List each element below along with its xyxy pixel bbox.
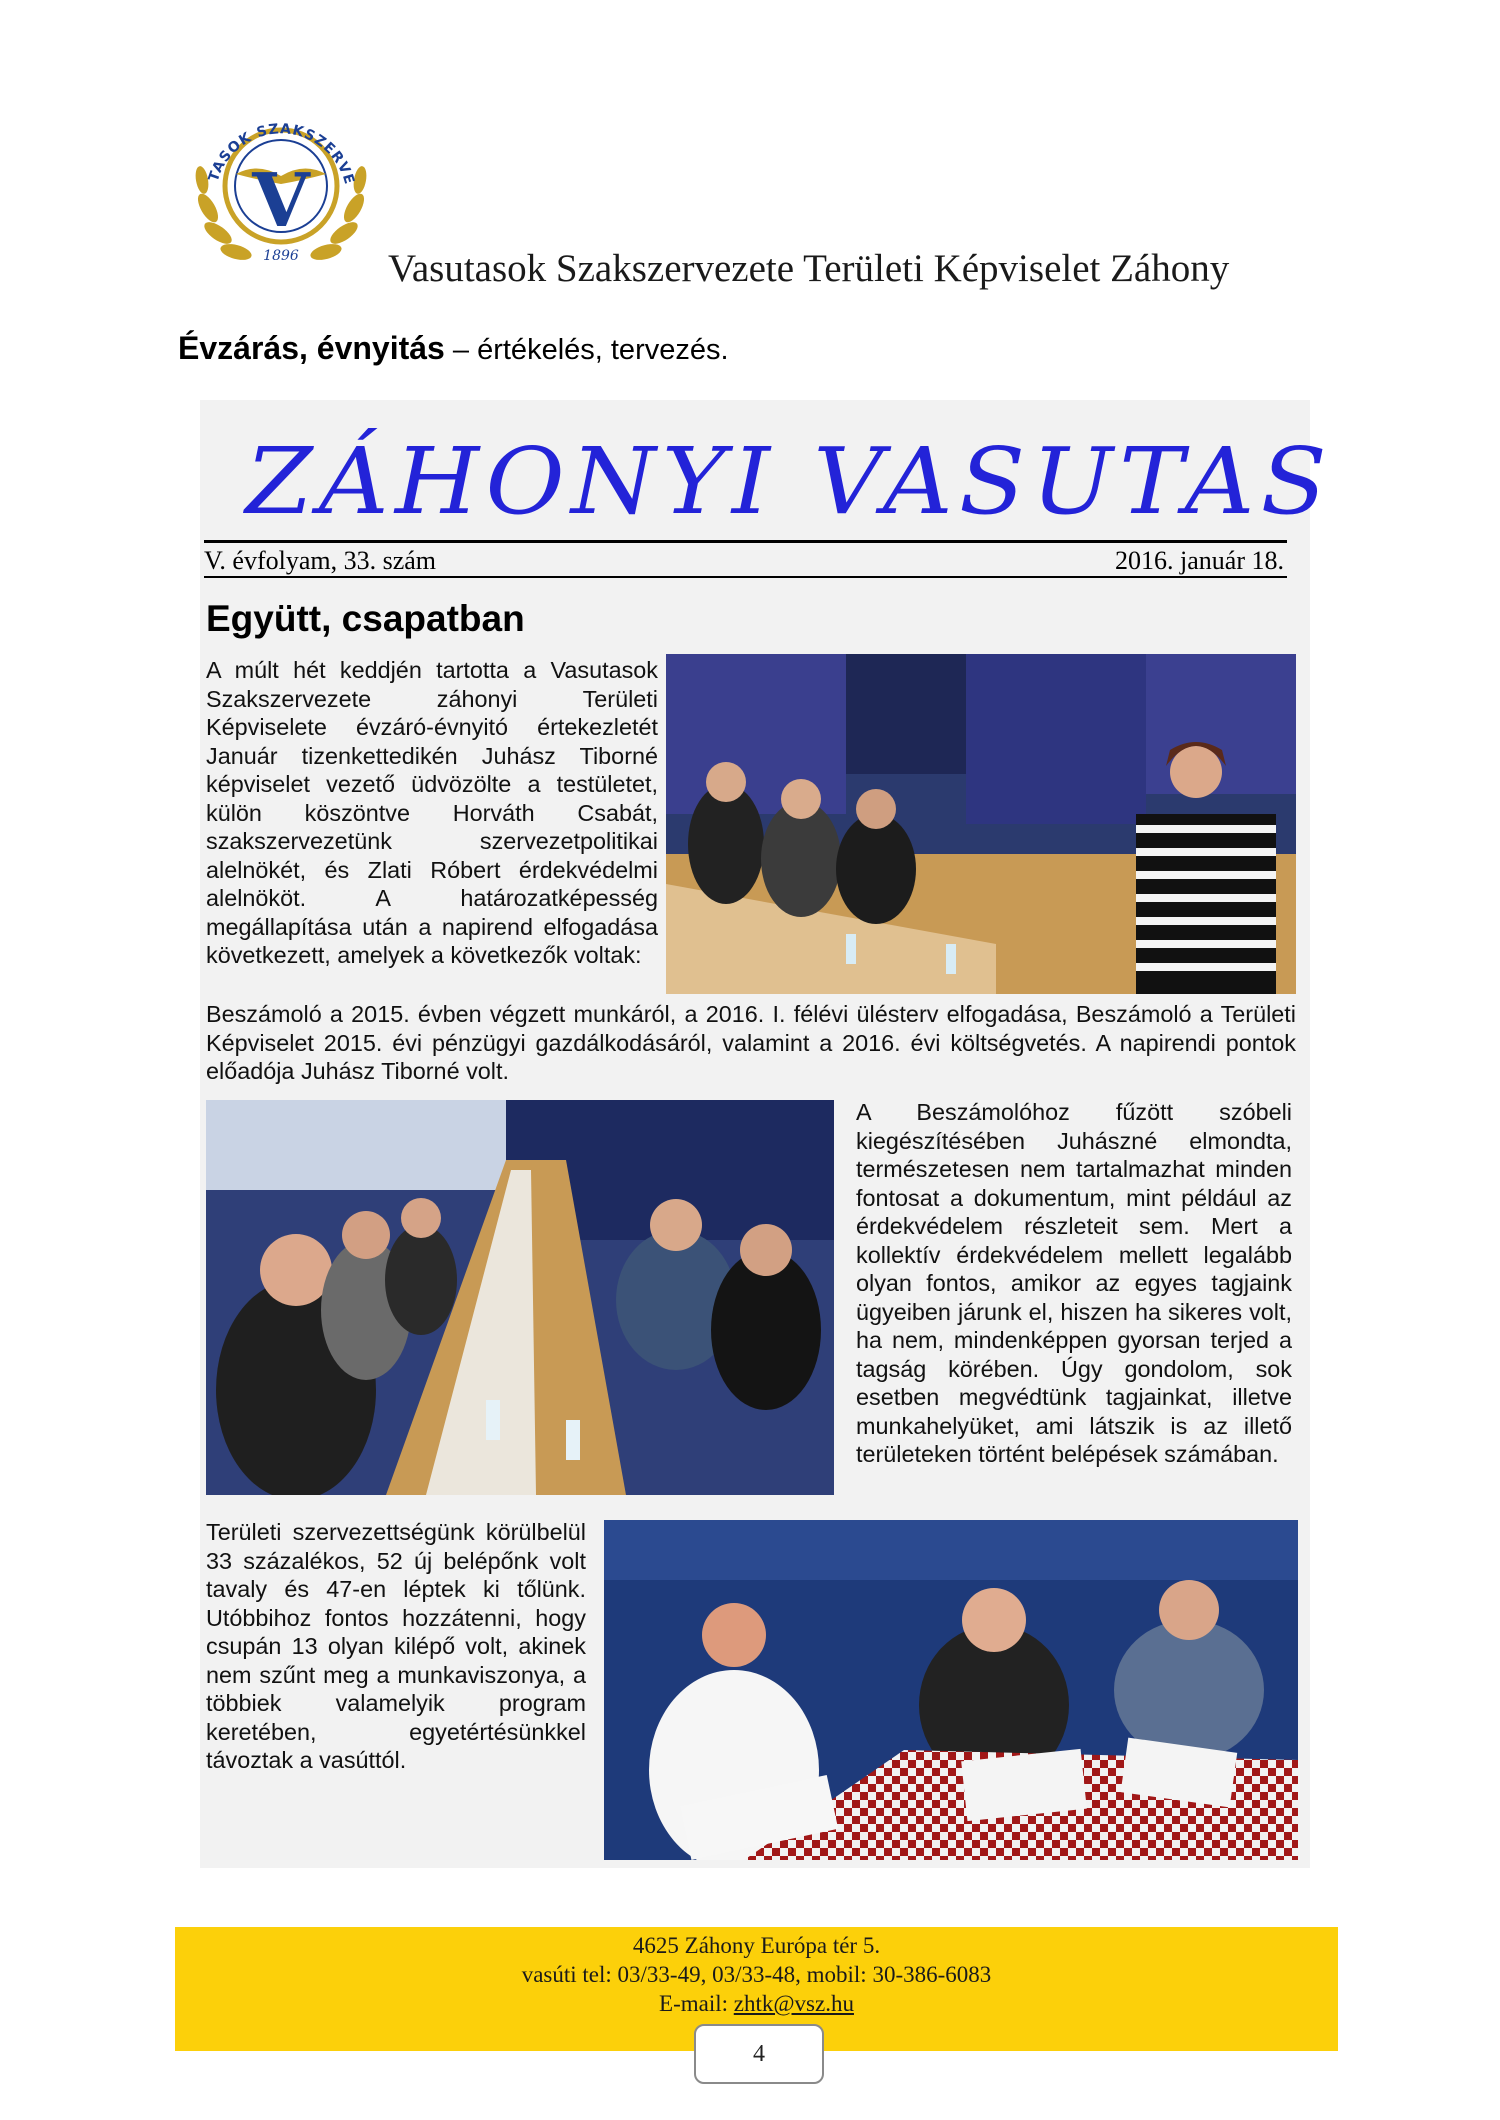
article-title: Együtt, csapatban [206,598,525,639]
footer-email-label: E-mail: [659,1991,734,2016]
masthead-rule-top [204,540,1287,543]
footer-email-link[interactable]: zhtk@vsz.hu [733,1991,854,2016]
logo-ring-text: TASOK SZAKSZERVE [205,121,358,187]
issue-number: V. évfolyam, 33. szám [204,546,437,575]
logo-letter: V [252,158,310,244]
article-paragraph-3: Területi szervezettségünk körülbelül 33 százalékos, 52 új belépőnk volt tavaly és 47-en léptek ki tőlünk. Utóbbihoz fontos hozzátenni, hogy csupán 13 olyan kilépő volt, akinek nem szűnt meg a munkaviszonya, a többiek valamelyik program keretében, egyetértésünkkel távoztak a vasúttól. [206,1519,586,1773]
masthead-rule-bottom [204,576,1287,578]
newspaper-masthead: ZÁHONYI VASUTAS [245,428,1334,535]
organization-title: Vasutasok Szakszervezete Területi Képviselet Záhony [388,247,1230,290]
footer-email-line [175,1989,1338,2018]
article-paragraph-2: A Beszámolóhoz fűzött szóbeli kiegészítésében Juhászné elmondta, természetesen nem tartalmazhat minden fontosat a dokumentum, mint például az érdekvédelem részleteit sem. Mert a kollektív érdekvédelem mellett legalább olyan fontos, amikor az egyes tagjaink ügyeiben járunk el, hiszen ha sikeres volt, ha nem, mindenképpen gyorsan terjed a tagság körében. Úgy gondolom, sok esetben megvédtünk tagjainkat, illetve munkahelyüket, ami látszik is az illető területeken történt belépések számában. [856,1099,1292,1467]
heading-subtitle: értékelés, tervezés. [477,334,729,366]
meeting-photo-speaker [666,654,1296,994]
page-heading [178,330,729,367]
article-paragraph-1: A múlt hét keddjén tartotta a Vasutasok Szakszervezete záhonyi Területi Képviselete évzáró-évnyitó értekezletét Január tizenkettedikén Juhász Tiborné képviselet vezető üdvözölte a testületet, külön köszöntve Horváth Csabát, szakszervezetünk szervezetpolitikai alelnökét, és Zlati Róbert érdekvédelmi alelnököt. A határozatképesség megállapítása után a napirend elfogadása következett, amelyek a következők voltak: [206,657,658,968]
heading-dash: – [444,334,478,366]
heading-bold: Évzárás, évnyitás [178,330,445,366]
logo-year: 1896 [263,248,299,264]
page-number: 4 [694,2024,824,2084]
union-logo [186,88,376,278]
newspaper-clipping [200,400,1334,1868]
meeting-photo-table [206,1100,834,1495]
footer-phones: vasúti tel: 03/33-49, 03/33-48, mobil: 30-386-6083 [521,1962,992,1987]
meeting-photo-signing [604,1520,1298,1860]
footer-address: 4625 Záhony Európa tér 5. [632,1933,881,1958]
article-paragraph-1-continued: Beszámoló a 2015. évben végzett munkáról, a 2016. I. félévi ülésterv elfogadása, Beszámoló a Területi Képviselet 2015. évi pénzügyi gazdálkodásáról, valamint a 2016. évi költségvetés. A napirendi pontok előadója Juhász Tiborné volt. [206,1001,1296,1084]
union-logo-emblem [186,88,376,278]
issue-date: 2016. január 18. [1115,546,1284,575]
